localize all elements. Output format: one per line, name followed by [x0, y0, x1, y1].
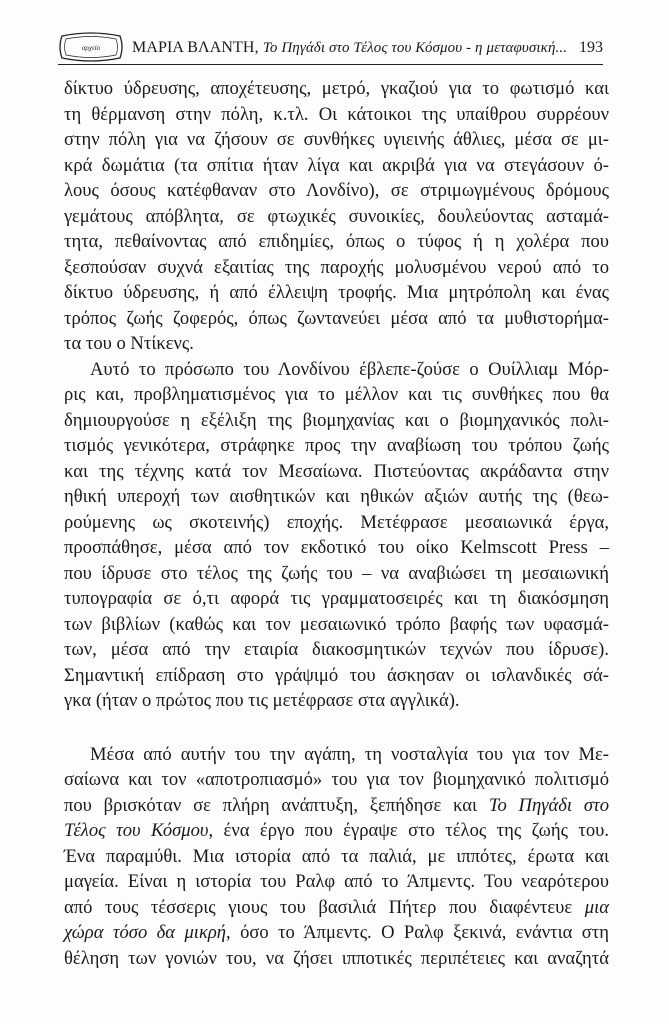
text-line: θέληση των γονιών του, να ζήσει ιπποτικές περιπέτειες και αναζητά — [64, 947, 609, 969]
text-line: κρά δωμάτια (τα σπίτια ήταν λίγα και ακριβά για να στεγάσουν ό- — [64, 154, 609, 176]
text-line: των βιβλίων (καθώς και τον μεσαιωνικό τρόπο βαφής των υφασμά- — [64, 613, 609, 635]
text-run: , ένα έργο που έγραψε στο τέλος της ζωής του. — [208, 820, 609, 841]
italic-book-title: Το Πηγάδι στο — [488, 794, 609, 816]
italic-book-title: Τέλος του Κόσμου — [64, 820, 209, 841]
running-header — [58, 30, 603, 68]
text-line: τυπογραφία σε ό,τι αφορά τις γραμματοσειρές και τη διακόσμηση — [64, 588, 609, 609]
text-run: , όσο το Άπμεντς. Ο Ραλφ ξεκινά, ενάντια στη — [226, 922, 609, 943]
paragraph-gap — [64, 714, 609, 742]
text-line: δίκτυο ύδρευσης, ή από έλλειψη τροφής. Μια μητρόπολη και ένας — [64, 282, 609, 303]
text-line: τισμός γενικότερα, στράφηκε προς την αναβίωση του τρόπου ζωής — [64, 435, 609, 456]
text-line — [64, 793, 609, 819]
text-line: ρις και, προβληματισμένος για το μέλλον και τις συνθήκες που θα — [64, 384, 609, 405]
italic-quote: μια — [584, 896, 609, 918]
text-run: που βρισκόταν σε πλήρη ανάπτυξη, ξεπήδησε και — [64, 794, 489, 816]
header-author: ΜΑΡΙΑ ΒΛΑΝΤΗ, — [132, 39, 259, 56]
text-line: και της τέχνης κατά τον Μεσαίωνα. Πιστεύοντας ακράδαντα στην — [64, 460, 609, 482]
paragraph-2 — [64, 357, 609, 714]
text-run: από τους τέσσερις γιους του βασιλιά Πήτερ που διαφέντευε — [64, 896, 585, 918]
text-line: σαίωνα και τον «αποτροπιασμό» του για τον βιομηχανικό πολιτισμό — [64, 769, 609, 790]
text-line: Μέσα από αυτήν του την αγάπη, τη νοσταλγία του για τον Με- — [90, 743, 609, 765]
text-line: που ίδρυσε στο τέλος της ζωής του – να αναβιώσει τη μεσαιωνική — [64, 562, 609, 584]
publisher-logo-icon — [58, 32, 124, 62]
text-line: τη θέρμανση στην πόλη, κ.τλ. Οι κάτοικοι της υπαίθρου συρρέουν — [64, 103, 609, 125]
italic-quote: χώρα τόσο δα μικρή — [64, 922, 227, 943]
text-line: γκα (ήταν ο πρώτος που τις μετέφρασε στα αγγλικά). — [64, 690, 460, 711]
text-line: τητα, πεθαίνοντας από επιδημίες, όπως ο τύφος ή η χολέρα που — [64, 231, 609, 252]
text-line: ρούμενης ως σκοτεινής) εποχής. Μετέφρασε μεσαιωνικά έργα, — [64, 511, 609, 533]
svg-text:αρχείο: αρχείο — [81, 44, 101, 52]
header-book-title: Το Πηγάδι στο Τέλος του Κόσμου - η μεταφυσική... — [262, 40, 568, 56]
text-line: τρόπος ζωής ζοφερός, όπως ζωντανεύει μέσα από τα μυθιστορήμα- — [64, 307, 609, 329]
paragraph-3 — [64, 742, 609, 972]
text-line — [64, 895, 609, 921]
text-line: γεμάτους απόβλητα, σε φτωχικές συνοικίες, δουλεύοντας ασταμά- — [64, 205, 609, 227]
text-line: μαγεία. Είναι η ιστορία του Ραλφ από το Άπμεντς. Του νεαρότερου — [64, 871, 609, 892]
text-line: δημιουργούσε η εξέλιξη της βιομηχανίας και ο βιομηχανικός πολι- — [64, 409, 609, 431]
text-line — [64, 818, 609, 844]
header-text — [132, 39, 567, 57]
text-line — [64, 920, 609, 946]
text-line: Ένα παραμύθι. Μια ιστορία από τα παλιά, με ιππότες, έρωτα και — [64, 845, 609, 867]
page-number: 193 — [579, 39, 603, 56]
text-line: Σημαντική επίδραση στο γράψιμό του άσκησαν οι ισλανδικές σά- — [64, 664, 609, 686]
header-divider — [58, 64, 603, 65]
text-line: δίκτυο ύδρευσης, αποχέτευσης, μετρό, γκαζιού για το φωτισμό και — [64, 78, 609, 99]
text-line: ξεσπούσαν συχνά εξαιτίας της παροχής μολυσμένου νερού από το — [64, 256, 609, 278]
text-line: ηθική υπεροχή των αισθητικών και ηθικών αξιών αυτής της (θεω- — [64, 486, 609, 507]
body-text — [64, 76, 609, 971]
text-line: Αυτό το πρόσωπο του Λονδίνου έβλεπε-ζούσε ο Ουίλλιαμ Μόρ- — [90, 358, 609, 380]
text-line: λους όσους κατέφθαναν στο Λονδίνο), σε στριμωγμένους δρόμους — [64, 180, 609, 201]
text-line: των, μέσα από την εταιρία διακοσμητικών τεχνών που ίδρυσε). — [64, 639, 609, 660]
text-line: τα του ο Ντίκενς. — [64, 333, 194, 354]
paragraph-1 — [64, 76, 609, 357]
text-line: προσπάθησε, μέσα από τον εκδοτικό του οίκο Kelmscott Press – — [64, 537, 609, 558]
text-line: στην πόλη για να ζήσουν σε συνθήκες υγιεινής άθλιες, μέσα σε μι- — [64, 129, 609, 150]
